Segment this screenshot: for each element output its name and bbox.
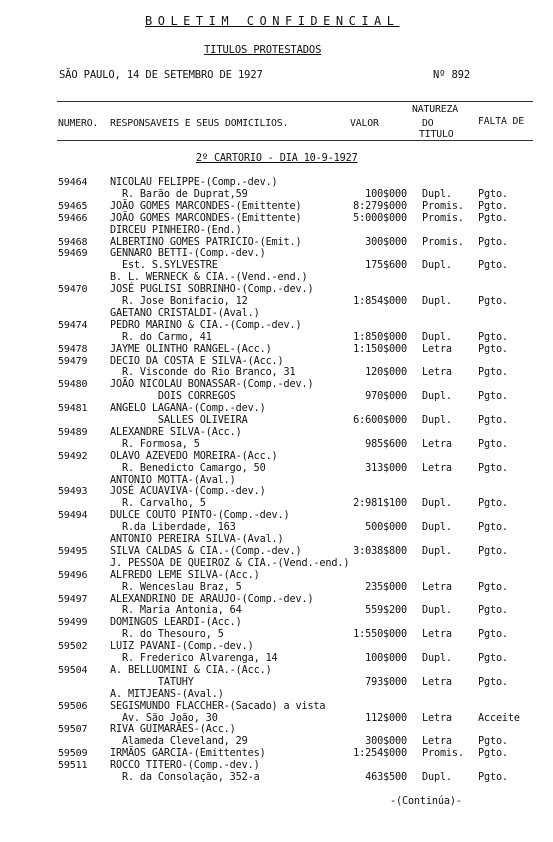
row-number: 59502: [58, 641, 88, 653]
row-nature: Letra: [422, 629, 452, 641]
row-nature: Letra: [422, 367, 452, 379]
row-responsible: JOSÉ PUGLISI SOBRINHO-(Comp.-dev.): [110, 284, 314, 296]
row-value: 970$000: [365, 391, 407, 403]
row-responsible: SILVA CALDAS & CIA.-(Comp.-dev.): [110, 545, 302, 557]
col-falta: FALTA DE: [478, 116, 524, 127]
row-falta: Pgto.: [478, 676, 508, 688]
row-responsible: JAYME OLINTHO RANGEL-(Acc.): [110, 343, 272, 355]
row-falta: Pgto.: [478, 236, 508, 248]
row-falta: Pgto.: [478, 367, 508, 379]
row-value: 1:254$000: [353, 748, 407, 760]
row-nature: Letra: [422, 343, 452, 355]
row-nature: Promis.: [422, 236, 464, 248]
row-responsible: R.da Liberdade, 163: [110, 522, 236, 534]
row-falta: Pgto.: [478, 629, 508, 641]
row-nature: Dupl.: [422, 188, 452, 200]
row-responsible: ALEXANDRE SILVA-(Acc.): [110, 426, 242, 438]
row-responsible: R. Carvalho, 5: [110, 498, 206, 510]
row-nature: Letra: [422, 736, 452, 748]
row-responsible: JOÃO GOMES MARCONDES-(Emittente): [110, 212, 302, 224]
row-responsible: R. Visconde do Rio Branco, 31: [110, 367, 296, 379]
row-falta: Pgto.: [478, 260, 508, 272]
row-value: 1:854$000: [353, 296, 407, 307]
row-number: 59469: [58, 248, 88, 260]
row-number: 59464: [58, 177, 88, 188]
document-title: BOLETIM CONFIDENCIAL: [145, 14, 400, 28]
row-responsible: A. BELLUOMINI & CIA.-(Acc.): [110, 664, 272, 676]
row-nature: Dupl.: [422, 653, 452, 664]
header-bottom-rule: [57, 140, 533, 141]
row-value: 100$000: [365, 653, 407, 664]
row-value: 112$000: [365, 712, 407, 724]
row-responsible: ROCCO TITERO-(Comp.-dev.): [110, 760, 260, 772]
row-responsible: JOÃO NICOLAU BONASSAR-(Comp.-dev.): [110, 379, 314, 391]
row-number: 59506: [58, 700, 88, 712]
row-responsible: JOÃO GOMES MARCONDES-(Emittente): [110, 200, 302, 212]
row-responsible: ALEXANDRINO DE ARAUJO-(Comp.-dev.): [110, 593, 314, 605]
row-responsible: ANGELO LAGANA-(Comp.-dev.): [110, 403, 266, 415]
row-value: 2:981$100: [353, 498, 407, 510]
row-nature: Letra: [422, 462, 452, 474]
continued-footer: -(Continúa)-: [390, 796, 462, 807]
row-nature: Dupl.: [422, 498, 452, 510]
row-number: 59489: [58, 426, 88, 438]
row-number: 59511: [58, 760, 88, 772]
row-responsible: B. L. WERNECK & CIA.-(Vend.-end.): [110, 272, 308, 284]
row-falta: Pgto.: [478, 188, 508, 200]
row-nature: Letra: [422, 581, 452, 593]
row-nature: Dupl.: [422, 545, 452, 557]
header-top-rule: [57, 101, 533, 102]
row-responsible: R. Maria Antonia, 64: [110, 605, 242, 617]
row-falta: Pgto.: [478, 391, 508, 403]
row-number: 59495: [58, 545, 88, 557]
row-responsible: GAETANO CRISTALDI-(Aval.): [110, 307, 260, 319]
col-numero: NUMERO.: [58, 118, 99, 129]
row-responsible: LUIZ PAVANI-(Comp.-dev.): [110, 641, 254, 653]
row-nature: Letra: [422, 676, 452, 688]
row-number: 59497: [58, 593, 88, 605]
row-responsible: R. Barão de Duprat,59: [110, 188, 248, 200]
row-number: 59504: [58, 664, 88, 676]
row-responsible: R. Formosa, 5: [110, 438, 200, 450]
row-falta: Pgto.: [478, 653, 508, 664]
bulletin-number: Nº 892: [433, 69, 471, 81]
col-valor: VALOR: [350, 118, 379, 129]
row-nature: Promis.: [422, 748, 464, 760]
row-number: 59465: [58, 200, 88, 212]
row-falta: Pgto.: [478, 545, 508, 557]
row-value: 463$500: [365, 772, 407, 783]
row-number: 59470: [58, 284, 88, 296]
row-falta: Pgto.: [478, 522, 508, 534]
row-falta: Pgto.: [478, 331, 508, 343]
row-value: 793$000: [365, 676, 407, 688]
row-responsible: R. Benedicto Camargo, 50: [110, 462, 266, 474]
row-responsible: TATUHY: [110, 676, 194, 688]
row-number: 59509: [58, 748, 88, 760]
row-value: 1:550$000: [353, 629, 407, 641]
row-value: 300$000: [365, 736, 407, 748]
row-responsible: JOSÉ ACUAVIVA-(Comp.-dev.): [110, 486, 266, 498]
row-number: 59474: [58, 319, 88, 331]
row-number: 59494: [58, 510, 88, 522]
row-value: 5:000$000: [353, 212, 407, 224]
row-value: 313$000: [365, 462, 407, 474]
row-nature: Dupl.: [422, 772, 452, 783]
row-falta: Acceite: [478, 712, 520, 724]
row-value: 100$000: [365, 188, 407, 200]
row-nature: Dupl.: [422, 260, 452, 272]
row-number: 59466: [58, 212, 88, 224]
row-value: 1:150$000: [353, 343, 407, 355]
row-responsible: R. Jose Bonifacio, 12: [110, 296, 248, 307]
row-responsible: DULCE COUTO PINTO-(Comp.-dev.): [110, 510, 290, 522]
row-number: 59478: [58, 343, 88, 355]
row-falta: Pgto.: [478, 415, 508, 426]
row-falta: Pgto.: [478, 736, 508, 748]
row-nature: Dupl.: [422, 522, 452, 534]
row-responsible: ANTONIO PEREIRA SILVA-(Aval.): [110, 534, 284, 545]
row-falta: Pgto.: [478, 498, 508, 510]
col-natureza-3: TITULO: [419, 129, 454, 140]
section-heading: 2º CARTORIO - DIA 10-9-1927: [196, 153, 358, 164]
row-responsible: GENNARO BETTI-(Comp.-dev.): [110, 248, 266, 260]
row-value: 559$200: [365, 605, 407, 617]
col-natureza-2: DO: [422, 118, 434, 129]
row-responsible: R. da Consolação, 352-a: [110, 772, 260, 783]
row-responsible: R. do Carmo, 41: [110, 331, 212, 343]
row-number: 59492: [58, 450, 88, 462]
place-date: SÃO PAULO, 14 DE SETEMBRO DE 1927: [59, 69, 263, 81]
row-nature: Dupl.: [422, 331, 452, 343]
row-responsible: DIRCEU PINHEIRO-(End.): [110, 224, 242, 236]
row-responsible: SEGISMUNDO FLACCHER-(Sacado) a vista: [110, 700, 326, 712]
row-responsible: DOIS CORREGOS: [110, 391, 236, 403]
row-responsible: IRMÃOS GARCIA-(Emittentes): [110, 748, 266, 760]
row-falta: Pgto.: [478, 581, 508, 593]
row-number: 59480: [58, 379, 88, 391]
row-nature: Promis.: [422, 212, 464, 224]
row-falta: Pgto.: [478, 605, 508, 617]
row-number: 59481: [58, 403, 88, 415]
row-number: 59479: [58, 355, 88, 367]
row-value: 6:600$000: [353, 415, 407, 426]
row-responsible: PEDRO MARINO & CIA.-(Comp.-dev.): [110, 319, 302, 331]
row-nature: Dupl.: [422, 391, 452, 403]
row-responsible: R. Wenceslau Braz, 5: [110, 581, 242, 593]
row-responsible: Alameda Cleveland, 29: [110, 736, 248, 748]
row-number: 59468: [58, 236, 88, 248]
row-number: 59496: [58, 569, 88, 581]
row-falta: Pgto.: [478, 462, 508, 474]
row-value: 8:279$000: [353, 200, 407, 212]
row-responsible: OLAVO AZEVEDO MOREIRA-(Acc.): [110, 450, 278, 462]
row-number: 59499: [58, 617, 88, 629]
row-responsible: RIVA GUIMARÃES-(Acc.): [110, 724, 236, 736]
row-number: 59507: [58, 724, 88, 736]
row-value: 1:850$000: [353, 331, 407, 343]
row-responsible: NICOLAU FELIPPE-(Comp.-dev.): [110, 177, 278, 188]
row-falta: Pgto.: [478, 200, 508, 212]
row-nature: Dupl.: [422, 296, 452, 307]
row-value: 500$000: [365, 522, 407, 534]
row-responsible: J. PESSOA DE QUEIROZ & CIA.-(Vend.-end.): [110, 557, 350, 569]
row-nature: Letra: [422, 712, 452, 724]
col-natureza-1: NATUREZA: [412, 104, 458, 115]
row-falta: Pgto.: [478, 296, 508, 307]
row-falta: Pgto.: [478, 438, 508, 450]
row-falta: Pgto.: [478, 772, 508, 783]
row-value: 175$600: [365, 260, 407, 272]
row-nature: Dupl.: [422, 605, 452, 617]
document-subtitle: TITULOS PROTESTADOS: [204, 44, 322, 56]
row-number: 59493: [58, 486, 88, 498]
row-nature: Promis.: [422, 200, 464, 212]
col-responsaveis: RESPONSAVEIS E SEUS DOMICILIOS.: [110, 118, 289, 129]
row-responsible: Av. São João, 30: [110, 712, 218, 724]
row-responsible: DECIO DA COSTA E SILVA-(Acc.): [110, 355, 284, 367]
row-falta: Pgto.: [478, 212, 508, 224]
row-nature: Dupl.: [422, 415, 452, 426]
row-value: 985$600: [365, 438, 407, 450]
row-responsible: Est. S.SYLVESTRE: [110, 260, 218, 272]
row-falta: Pgto.: [478, 343, 508, 355]
row-nature: Letra: [422, 438, 452, 450]
row-responsible: ANTONIO MOTTA-(Aval.): [110, 474, 236, 486]
row-responsible: ALFREDO LEME SILVA-(Acc.): [110, 569, 260, 581]
row-responsible: ALBERTINO GOMES PATRICIO-(Emit.): [110, 236, 302, 248]
row-value: 300$000: [365, 236, 407, 248]
row-responsible: SALLES OLIVEIRA: [110, 415, 248, 426]
row-value: 235$000: [365, 581, 407, 593]
row-responsible: DOMINGOS LEARDI-(Acc.): [110, 617, 242, 629]
row-responsible: R. do Thesouro, 5: [110, 629, 224, 641]
row-falta: Pgto.: [478, 748, 508, 760]
row-responsible: R. Frederico Alvarenga, 14: [110, 653, 278, 664]
row-responsible: A. MITJEANS-(Aval.): [110, 688, 224, 700]
row-value: 120$000: [365, 367, 407, 379]
row-value: 3:038$800: [353, 545, 407, 557]
